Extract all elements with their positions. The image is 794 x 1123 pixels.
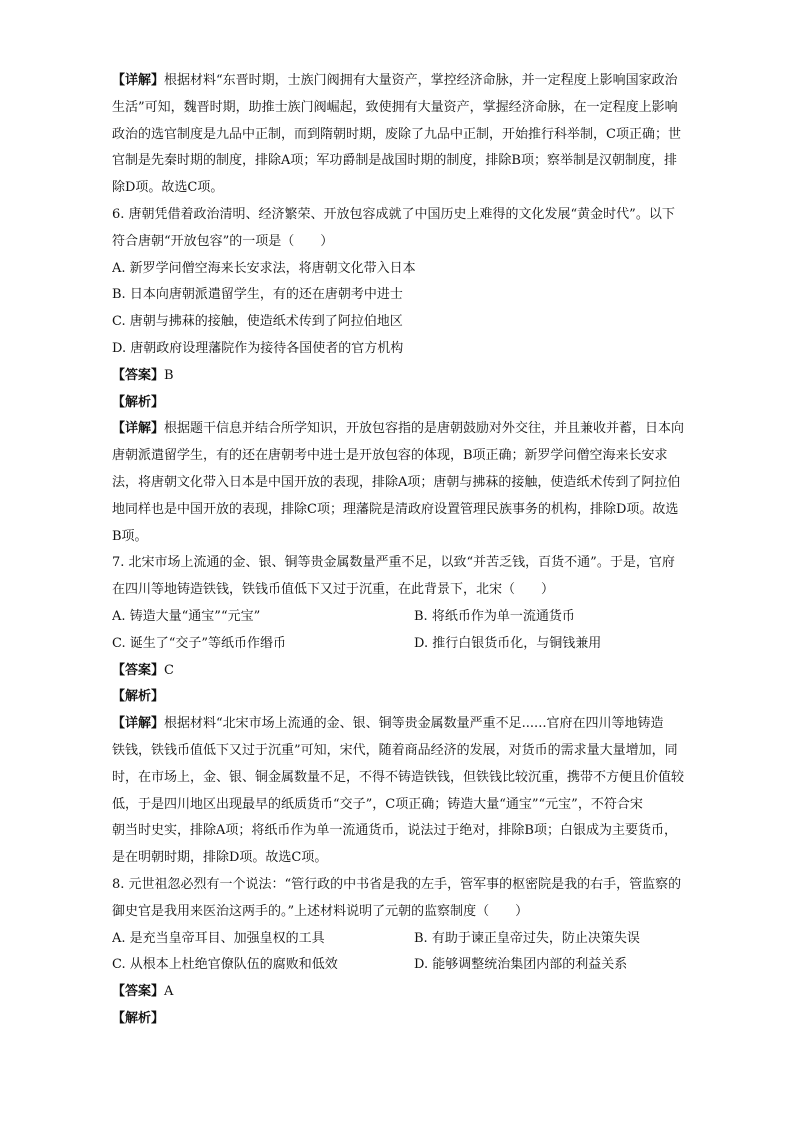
question-8-option-a: A. 是充当皇帝耳目、加强皇权的工具 <box>112 930 325 946</box>
analysis-heading <box>112 1006 716 1033</box>
text-line <box>112 792 716 819</box>
line-text: 朝当时史实，排除A项；将纸币作为单一流通货币，说法过于绝对，排除B项；白银成为主要货币， <box>112 823 677 839</box>
text-line <box>112 711 716 738</box>
text-line <box>112 738 716 765</box>
option-text: B. 日本向唐朝派遣留学生，有的还在唐朝考中进士 <box>112 287 403 303</box>
question-6-stem <box>112 229 716 256</box>
line-text: 政治的选官制度是九品中正制，而到隋朝时期，废除了九品中正制，开始推行科举制，C项正确；世 <box>112 126 681 142</box>
question-7-option-c: C. 诞生了“交子”等纸币作缗币 <box>112 635 287 651</box>
text-line <box>112 443 716 470</box>
analysis-tag: 【解析】 <box>112 689 165 705</box>
answer-tag: 【答案】 <box>112 367 165 383</box>
question-6-stem <box>112 202 716 229</box>
text-line <box>112 524 716 551</box>
answer-value: A <box>164 984 174 1000</box>
question-8-option-c: C. 从根本上杜绝官僚队伍的腐败和低效 <box>112 957 338 973</box>
question-8-option-d: D. 能够调整统治集团内部的利益关系 <box>414 957 628 973</box>
line-text: 8. 元世祖忽必烈有一个说法：“管行政的中书省是我的左手，管军事的枢密院是我的右手，管监察的 <box>112 876 682 892</box>
line-text: 铁钱，铁钱币值低下又过于沉重”可知，宋代，随着商品经济的发展，对货币的需求量大量增加，同 <box>112 742 678 758</box>
question-7-option-a: A. 铸造大量“通宝”“元宝” <box>112 608 261 624</box>
text-line <box>112 95 716 122</box>
question-7-options-row <box>112 631 716 658</box>
answer-value: C <box>164 662 174 678</box>
question-8-stem <box>112 872 716 899</box>
question-6-option-d <box>112 336 716 363</box>
question-6-option-a <box>112 256 716 283</box>
line-text: 法，将唐朝文化带入日本是中国开放的表现，排除A项；唐朝与拂菻的接触，使造纸术传到了阿拉伯 <box>112 474 681 490</box>
answer-tag: 【答案】 <box>112 662 165 678</box>
section-tag: 【详解】 <box>112 716 165 732</box>
text-line <box>112 122 716 149</box>
question-8-option-b: B. 有助于谏正皇帝过失，防止决策失误 <box>414 930 640 946</box>
text-line <box>112 497 716 524</box>
section-tag: 【详解】 <box>112 421 165 437</box>
line-text: 根据材料“北宋市场上流通的金、银、铜等贵金属数量严重不足......官府在四川等地铸造 <box>164 716 664 732</box>
option-text: C. 唐朝与拂菻的接触，使造纸术传到了阿拉伯地区 <box>112 314 403 330</box>
text-line <box>112 175 716 202</box>
question-7-stem <box>112 550 716 577</box>
text-line <box>112 416 716 443</box>
question-8-options-row <box>112 926 716 953</box>
question-7-option-b: B. 将纸币作为单一流通货币 <box>414 608 575 624</box>
question-7-options-row <box>112 604 716 631</box>
answer-line <box>112 658 716 685</box>
answer-line <box>112 979 716 1006</box>
answer-tag: 【答案】 <box>112 984 165 1000</box>
line-text: 在四川等地铸造铁钱，铁钱币值低下又过于沉重，在此背景下，北宋（ ） <box>112 582 555 598</box>
line-text: B项。 <box>112 528 148 544</box>
line-text: 低，于是四川地区出现最早的纸质货币“交子”，C项正确；铸造大量“通宝”“元宝”，不符合宋 <box>112 796 643 812</box>
line-text: 唐朝派遣留学生，有的还在唐朝考中进士是开放包容的体现，B项正确；新罗学问僧空海来长安求 <box>112 448 668 464</box>
line-text: 生活”可知，魏晋时期，助推士族门阀崛起，致使拥有大量资产，掌握经济命脉，在一定程度上影响 <box>112 99 678 115</box>
text-line <box>112 68 716 95</box>
analysis-heading <box>112 390 716 417</box>
text-line <box>112 818 716 845</box>
text-line <box>112 765 716 792</box>
line-text: 地同样也是中国开放的表现，排除C项；理藩院是清政府设置管理民族事务的机构，排除D项。故选 <box>112 501 679 517</box>
option-text: D. 唐朝政府设理藩院作为接待各国使者的官方机构 <box>112 340 404 356</box>
question-8-options-row <box>112 952 716 979</box>
question-8-stem <box>112 899 716 926</box>
question-7-stem <box>112 577 716 604</box>
line-text: 7. 北宋市场上流通的金、银、铜等贵金属数量严重不足，以致“并苦乏钱，百货不通”。于是，官府 <box>112 555 675 571</box>
text-line <box>112 148 716 175</box>
line-text: 6. 唐朝凭借着政治清明、经济繁荣、开放包容成就了中国历史上难得的文化发展“黄金时代”。以下 <box>112 206 675 222</box>
line-text: 根据题干信息并结合所学知识，开放包容指的是唐朝鼓励对外交往，并且兼收并蓄，日本向 <box>164 421 685 437</box>
option-text: A. 新罗学问僧空海来长安求法，将唐朝文化带入日本 <box>112 260 416 276</box>
text-line <box>112 845 716 872</box>
question-6-option-b <box>112 282 716 309</box>
answer-line <box>112 363 716 390</box>
question-7-option-d: D. 推行白银货币化，与铜钱兼用 <box>414 635 602 651</box>
analysis-tag: 【解析】 <box>112 394 165 410</box>
line-text: 除D项。故选C项。 <box>112 180 224 196</box>
answer-value: B <box>164 367 174 383</box>
analysis-tag: 【解析】 <box>112 1010 165 1026</box>
line-text: 御史官是我用来医治这两手的。”上述材料说明了元朝的监察制度（ ） <box>112 903 529 919</box>
line-text: 时，在市场上，金、银、铜金属数量不足，不得不铸造铁钱，但铁钱比较沉重，携带不方便且价值较 <box>112 769 685 785</box>
line-text: 是在明朝时期，排除D项。故选C项。 <box>112 850 328 866</box>
line-text: 官制是先秦时期的制度，排除A项；军功爵制是战国时期的制度，排除B项；察举制是汉朝制度，排 <box>112 153 677 169</box>
analysis-heading <box>112 684 716 711</box>
text-line <box>112 470 716 497</box>
line-text: 符合唐朝“开放包容”的一项是（ ） <box>112 233 334 249</box>
line-text: 根据材料“东晋时期，士族门阀拥有大量资产，掌控经济命脉，并一定程度上影响国家政治 <box>164 73 678 88</box>
section-tag: 【详解】 <box>112 73 165 88</box>
question-6-option-c <box>112 309 716 336</box>
